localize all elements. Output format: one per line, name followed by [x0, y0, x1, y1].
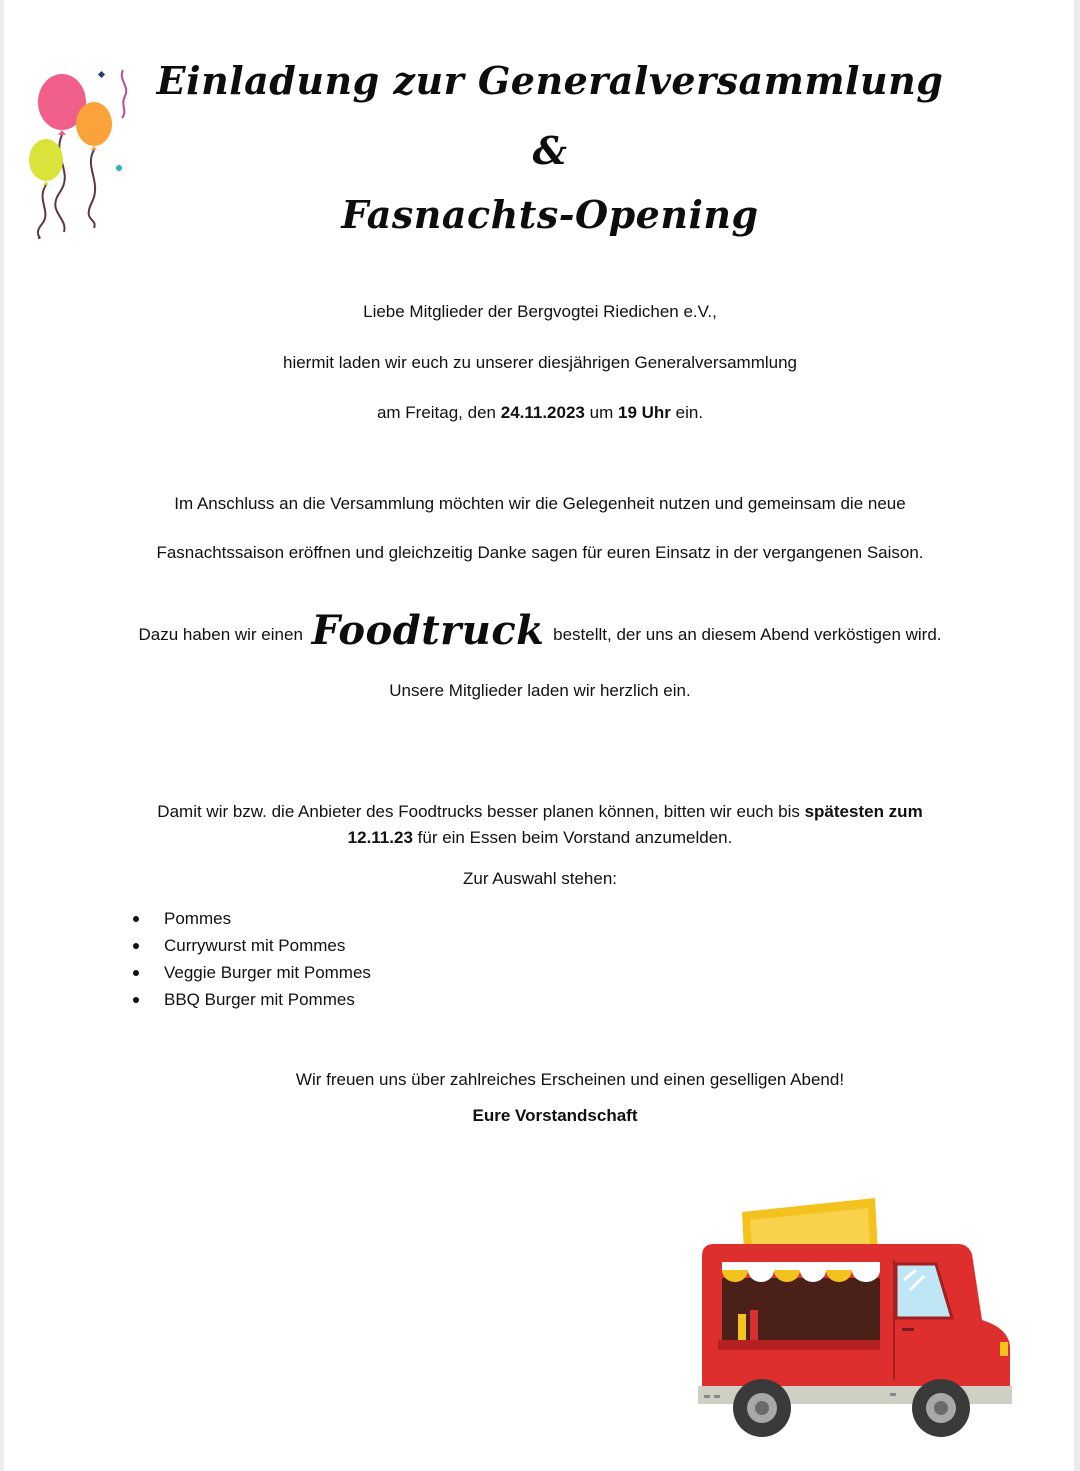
foodtruck-line — [0, 607, 1080, 654]
meeting-time: 19 Uhr — [617, 403, 671, 422]
season-line-2: Fasnachtssaison eröffnen und gleichzeitig Danke sagen für euren Einsatz in der vergangenen Saison. — [156, 543, 924, 562]
choice-heading: Zur Auswahl stehen: — [462, 869, 618, 888]
registration-line-1 — [0, 801, 1080, 823]
members-invite: Unsere Mitglieder laden wir herzlich ein. — [389, 681, 691, 700]
greeting: Liebe Mitglieder der Bergvogtei Riedichen e.V., — [363, 302, 717, 321]
signature: Eure Vorstandschaft — [472, 1106, 638, 1125]
menu-list — [133, 908, 371, 1016]
invite-date-line — [0, 402, 1080, 424]
invite-text: hiermit laden wir euch zu unserer diesjährigen Generalversammlung — [282, 353, 798, 372]
list-item: Pommes — [133, 908, 371, 935]
registration-text-1: Damit wir bzw. die Anbieter des Foodtrucks besser planen können, bitten wir euch bis — [157, 802, 800, 821]
foodtruck-suffix: bestellt, der uns an diesem Abend verköstigen wird. — [553, 625, 942, 644]
closing-text: Wir freuen uns über zahlreiches Erscheinen und einen geselligen Abend! — [295, 1070, 845, 1089]
meeting-date: 24.11.2023 — [500, 403, 585, 422]
foodtruck-prefix: Dazu haben wir einen — [138, 625, 303, 644]
registration-deadline-date: 12.11.23 — [347, 828, 413, 847]
list-item: BBQ Burger mit Pommes — [133, 989, 371, 1016]
food-truck-icon — [690, 1190, 1020, 1440]
registration-text-2: für ein Essen beim Vorstand anzumelden. — [417, 828, 733, 847]
title-line-3: Fasnachts-Opening — [341, 192, 759, 237]
foodtruck-word: Foodtruck — [311, 607, 545, 654]
title-line-1: Einladung zur Generalversammlung — [156, 58, 944, 103]
time-prefix: um — [589, 403, 614, 422]
registration-deadline-label: spätesten zum — [804, 802, 923, 821]
title-ampersand: & — [532, 128, 568, 173]
list-item: Currywurst mit Pommes — [133, 935, 371, 962]
invite-suffix: ein. — [675, 403, 704, 422]
registration-line-2 — [0, 827, 1080, 849]
list-item: Veggie Burger mit Pommes — [133, 962, 371, 989]
season-line-1: Im Anschluss an die Versammlung möchten wir die Gelegenheit nutzen und gemeinsam die neue — [174, 494, 906, 513]
date-prefix: am Freitag, den — [376, 403, 496, 422]
